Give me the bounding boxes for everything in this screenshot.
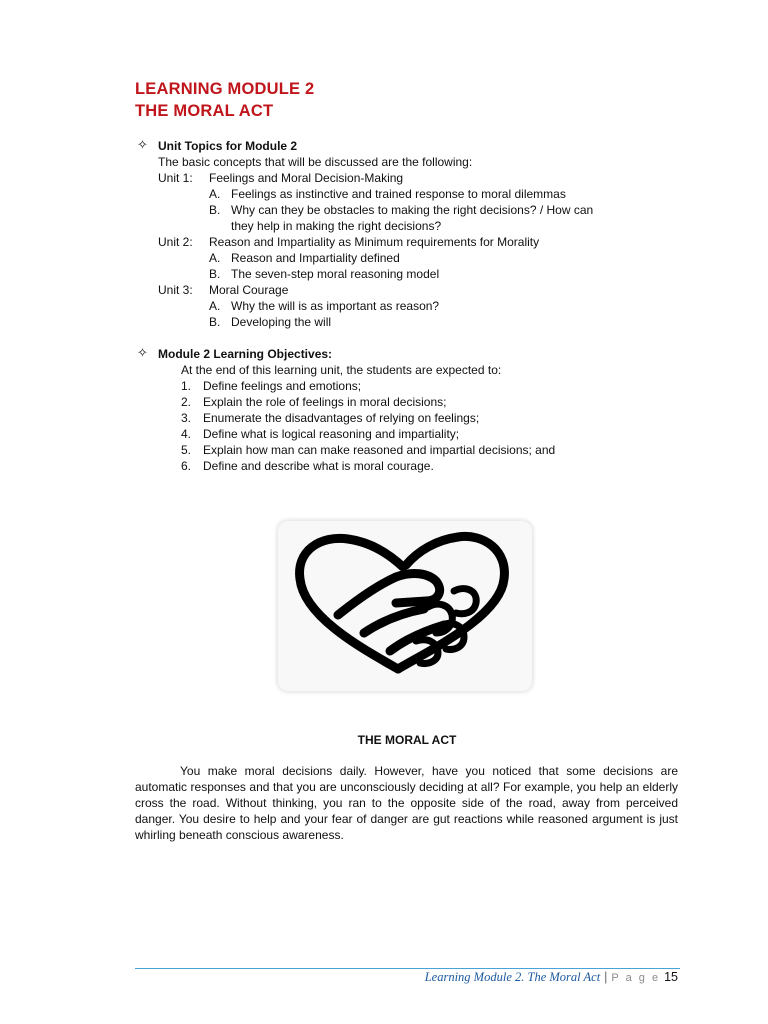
objective-text: Define feelings and emotions;: [203, 379, 362, 393]
item-letter: B.: [209, 315, 221, 329]
objectives-heading: Module 2 Learning Objectives:: [158, 347, 333, 361]
objectives-intro: At the end of this learning unit, the students are expected to:: [181, 363, 502, 377]
item-text: Why the will is as important as reason?: [231, 299, 440, 313]
unit-label: Unit 3:: [158, 283, 193, 297]
unit-title: Reason and Impartiality as Minimum requirements for Morality: [209, 235, 540, 249]
item-text: Developing the will: [231, 315, 332, 329]
item-letter: A.: [209, 251, 221, 265]
objective-number: 3.: [181, 411, 192, 425]
section-heading: THE MORAL ACT: [357, 733, 457, 747]
diamond-bullet-icon: ✧: [137, 345, 148, 360]
item-letter: B.: [209, 267, 221, 281]
unit-label: Unit 1:: [158, 171, 193, 185]
module-subtitle: THE MORAL ACT: [135, 102, 274, 120]
item-text: Why can they be obstacles to making the right decisions? / How can: [231, 203, 594, 217]
objective-text: Explain how man can make reasoned and impartial decisions; and: [203, 443, 556, 457]
item-text: Feelings as instinctive and trained response to moral dilemmas: [231, 187, 566, 201]
footer-title: Learning Module 2. The Moral Act: [424, 970, 601, 984]
page-footer: [425, 969, 678, 986]
handshake-figure: [278, 521, 532, 691]
item-letter: A.: [209, 187, 221, 201]
item-letter: A.: [209, 299, 221, 313]
objective-number: 1.: [181, 379, 192, 393]
item-letter: B.: [209, 203, 221, 217]
objective-number: 2.: [181, 395, 192, 409]
footer-page-number: 15: [664, 970, 678, 984]
item-text: Reason and Impartiality defined: [231, 251, 400, 265]
objective-number: 5.: [181, 443, 192, 457]
footer-page-label: P a g e: [611, 972, 661, 984]
objective-text: Explain the role of feelings in moral decisions;: [203, 395, 447, 409]
item-text: The seven-step moral reasoning model: [231, 267, 440, 281]
body-paragraph-text: You make moral decisions daily. However, have you noticed that some decisions are automatic responses and that you are unconsciously deciding at all? For example, you help an elderly cross the road. Without thinking, you ran to the opposite side of the road, away from perceived danger. You desire to help and your fear of danger are gut reactions while reasoned argument is just whirling beneath conscious awareness.: [135, 764, 678, 842]
unit-title: Moral Courage: [209, 283, 289, 297]
body-paragraph: [135, 763, 678, 843]
unit-label: Unit 2:: [158, 235, 193, 249]
item-text-continuation: they help in making the right decisions?: [231, 219, 442, 233]
objective-text: Define what is logical reasoning and impartiality;: [203, 427, 460, 441]
objective-text: Enumerate the disadvantages of relying on feelings;: [203, 411, 480, 425]
objective-number: 6.: [181, 459, 192, 473]
unit-title: Feelings and Moral Decision-Making: [209, 171, 404, 185]
objective-number: 4.: [181, 427, 192, 441]
diamond-bullet-icon: ✧: [137, 137, 148, 152]
unit-topics-heading: Unit Topics for Module 2: [158, 139, 298, 153]
module-title: LEARNING MODULE 2: [135, 80, 315, 98]
objective-text: Define and describe what is moral courage.: [203, 459, 434, 473]
unit-topics-intro: The basic concepts that will be discussed are the following:: [158, 155, 473, 169]
footer-separator: |: [604, 970, 608, 984]
handshake-heart-icon: [278, 521, 532, 691]
